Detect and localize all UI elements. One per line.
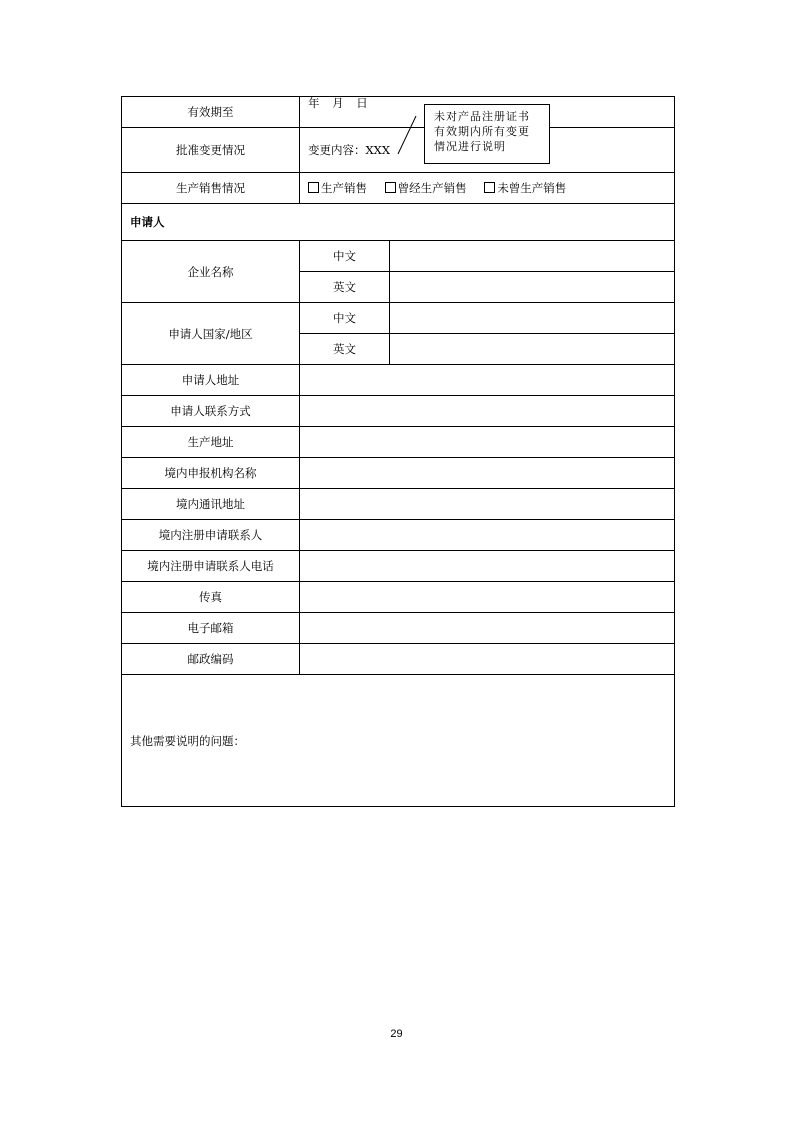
- applicant-address-field[interactable]: [300, 365, 675, 396]
- checkbox-option-never-produced[interactable]: [484, 181, 566, 195]
- application-form-table: [121, 96, 675, 807]
- company-name-row-cn: [122, 241, 675, 272]
- callout-line: 情况进行说明: [434, 140, 506, 153]
- email-field[interactable]: [300, 613, 675, 644]
- applicant-section-row: [122, 204, 675, 241]
- callout-line: 未对产品注册证书: [434, 110, 530, 123]
- callout-line: 有效期内所有变更: [434, 125, 530, 138]
- email-label: 电子邮箱: [122, 613, 300, 644]
- checkbox-option-producing[interactable]: [308, 181, 367, 195]
- fax-field[interactable]: [300, 582, 675, 613]
- form-row: [122, 644, 675, 675]
- domestic-agent-name-field[interactable]: [300, 458, 675, 489]
- production-address-label: 生产地址: [122, 427, 300, 458]
- checkbox-label: 未曾生产销售: [497, 181, 567, 195]
- fax-label: 传真: [122, 582, 300, 613]
- domestic-agent-name-label: 境内申报机构名称: [122, 458, 300, 489]
- page-number: 29: [390, 1028, 403, 1040]
- production-label: 生产销售情况: [122, 173, 300, 204]
- form-row: [122, 458, 675, 489]
- domestic-contact-person-label: 境内注册申请联系人: [122, 520, 300, 551]
- validity-date-text: 年 月 日: [308, 96, 368, 110]
- postal-code-field[interactable]: [300, 644, 675, 675]
- production-address-field[interactable]: [300, 427, 675, 458]
- form-row: [122, 489, 675, 520]
- form-row: [122, 551, 675, 582]
- form-row: [122, 520, 675, 551]
- changes-label: 批准变更情况: [122, 128, 300, 173]
- form-row: [122, 582, 675, 613]
- country-region-cn-field[interactable]: [390, 303, 675, 334]
- company-name-cn-field[interactable]: [390, 241, 675, 272]
- country-region-label: 申请人国家/地区: [122, 303, 300, 365]
- notes-field[interactable]: [122, 675, 675, 807]
- domestic-contact-phone-label: 境内注册申请联系人电话: [122, 551, 300, 582]
- form-row: [122, 365, 675, 396]
- validity-label: 有效期至: [122, 97, 300, 128]
- checkbox-icon[interactable]: [308, 182, 319, 193]
- country-region-en-field[interactable]: [390, 334, 675, 365]
- notes-label: 其他需要说明的问题：: [130, 733, 245, 748]
- company-name-en-field[interactable]: [390, 272, 675, 303]
- company-name-cn-label: 中文: [300, 241, 390, 272]
- production-options: [300, 173, 675, 204]
- validity-row: [122, 97, 675, 128]
- changes-value[interactable]: 变更内容：XXX: [300, 128, 675, 173]
- company-name-en-label: 英文: [300, 272, 390, 303]
- form-row: [122, 613, 675, 644]
- country-region-row-cn: [122, 303, 675, 334]
- company-name-label: 企业名称: [122, 241, 300, 303]
- production-row: [122, 173, 675, 204]
- checkbox-icon[interactable]: [484, 182, 495, 193]
- checkbox-label: 生产销售: [321, 181, 367, 195]
- country-region-cn-label: 中文: [300, 303, 390, 334]
- postal-code-label: 邮政编码: [122, 644, 300, 675]
- domestic-contact-phone-field[interactable]: [300, 551, 675, 582]
- applicant-section-title: 申请人: [122, 204, 675, 241]
- form-row: [122, 396, 675, 427]
- domestic-contact-person-field[interactable]: [300, 520, 675, 551]
- applicant-contact-field[interactable]: [300, 396, 675, 427]
- applicant-address-label: 申请人地址: [122, 365, 300, 396]
- domestic-mailing-address-field[interactable]: [300, 489, 675, 520]
- checkbox-option-previously-produced[interactable]: [385, 181, 467, 195]
- applicant-contact-label: 申请人联系方式: [122, 396, 300, 427]
- changes-row: [122, 128, 675, 173]
- callout-note-box: [424, 104, 550, 164]
- form-row: [122, 427, 675, 458]
- country-region-en-label: 英文: [300, 334, 390, 365]
- notes-row: [122, 675, 675, 807]
- checkbox-icon[interactable]: [385, 182, 396, 193]
- checkbox-label: 曾经生产销售: [397, 181, 467, 195]
- domestic-mailing-address-label: 境内通讯地址: [122, 489, 300, 520]
